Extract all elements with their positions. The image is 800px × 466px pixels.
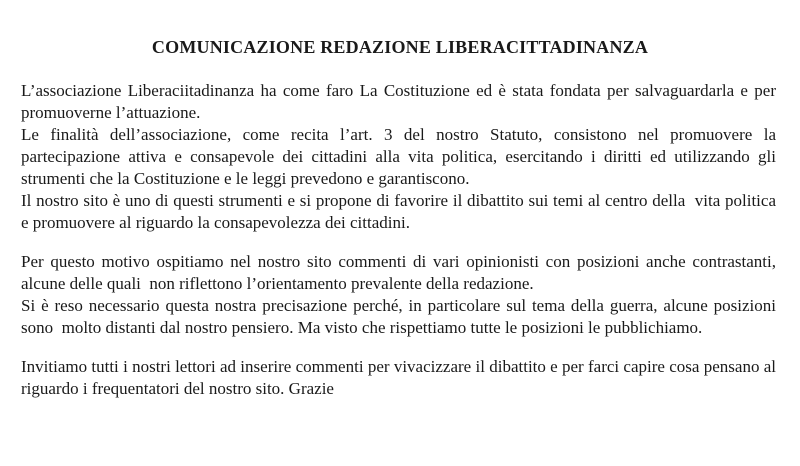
paragraph: Invitiamo tutti i nostri lettori ad inserire commenti per vivacizzare il dibattito e per farci capire cosa pensano al riguardo i frequentatori del nostro sito. Grazie [21,357,781,398]
paragraph-group-invito [21,356,781,400]
paragraph-group-precisazione [21,251,781,339]
paragraph: Si è reso necessario questa nostra precisazione perché, in particolare sul tema della guerra, alcune posizioni sono molto distanti dal nostro pensiero. Ma visto che rispettiamo tutte le posizioni le pubblichiamo. [21,296,781,337]
paragraph-group-intro [21,80,781,234]
document-body [0,58,800,400]
paragraph: Il nostro sito è uno di questi strumenti e si propone di favorire il dibattito sui temi al centro della vita politica e promuovere al riguardo la consapevolezza dei cittadini. [21,191,781,232]
paragraph: Per questo motivo ospitiamo nel nostro sito commenti di vari opinionisti con posizioni anche contrastanti, alcune delle quali non riflettono l’orientamento prevalente della redazione. [21,252,781,293]
paragraph: Le finalità dell’associazione, come recita l’art. 3 del nostro Statuto, consistono nel promuovere la partecipazione attiva e consapevole dei cittadini alla vita politica, esercitando i diritti ed utilizzando gli strumenti che la Costituzione e le leggi prevedono e garantiscono. [21,125,781,188]
document-title: COMUNICAZIONE REDAZIONE LIBERACITTADINANZA [151,37,649,57]
paragraph: L’associazione Liberaciitadinanza ha come faro La Costituzione ed è stata fondata per salvaguardarla e per promuoverne l’attuazione. [21,81,781,122]
